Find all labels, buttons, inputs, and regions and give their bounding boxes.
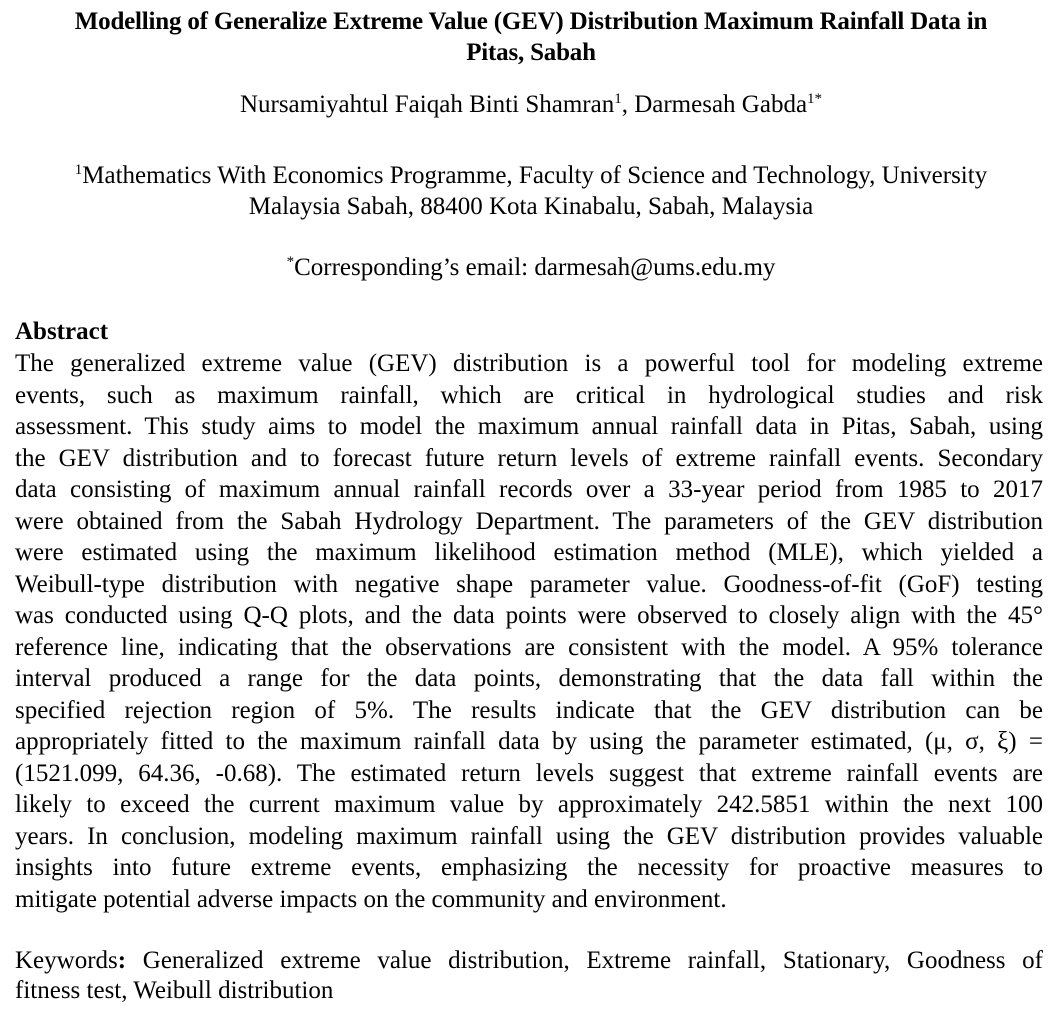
author-name: Nursamiyahtul Faiqah Binti Shamran [239, 91, 615, 118]
abstract-line: likely to exceed the current maximum value by approximately 242.5851 within the next 100 [15, 791, 1043, 818]
title-line: Modelling of Generalize Extreme Value (GEV) Distribution Maximum Rainfall Data in [74, 8, 988, 35]
author-affiliation-marker: 1* [807, 91, 823, 107]
author-list [0, 89, 1062, 120]
abstract-line: reference line, indicating that the observations are consistent with the model. A 95% tolerance [15, 633, 1043, 661]
title-line: Pitas, Sabah [466, 39, 596, 66]
affiliation-line: Malaysia Sabah, 88400 Kota Kinabalu, Sabah, Malaysia [248, 193, 814, 220]
paper-title [10, 6, 1052, 68]
keywords-text: Generalized extreme value distribution, Extreme rainfall, Stationary, Goodness of [126, 947, 1043, 974]
keywords-label: Keywords [15, 947, 118, 974]
keywords-line [15, 946, 1043, 976]
corresponding-email [0, 252, 1062, 283]
affiliation [0, 160, 1062, 222]
abstract-line: mitigate potential adverse impacts on the community and environment. [15, 885, 727, 913]
abstract-line: were estimated using the maximum likelihood estimation method (MLE), which yielded a [15, 539, 1043, 566]
abstract-line: the GEV distribution and to forecast future return levels of extreme rainfall events. Secondary [15, 444, 1043, 472]
keywords-colon: : [117, 947, 127, 974]
abstract-line: insights into future extreme events, emphasizing the necessity for proactive measures to [15, 854, 1043, 881]
affiliation-text: Mathematics With Economics Programme, Faculty of Science and Technology, University [82, 162, 988, 189]
abstract-line: appropriately fitted to the maximum rainfall data by using the parameter estimated, (μ, σ, ξ) = [15, 728, 1043, 755]
abstract-line: events, such as maximum rainfall, which are critical in hydrological studies and risk [15, 381, 1043, 409]
abstract-line: data consisting of maximum annual rainfall records over a 33-year period from 1985 to 2017 [15, 476, 1043, 503]
keywords-line: fitness test, Weibull distribution [15, 977, 334, 1004]
abstract-body [15, 348, 1043, 915]
abstract-line: The generalized extreme value (GEV) distribution is a powerful tool for modeling extreme [15, 350, 1043, 377]
abstract-line: was conducted using Q-Q plots, and the data points were observed to closely align with the 45° [15, 602, 1043, 629]
abstract-line: were obtained from the Sabah Hydrology Department. The parameters of the GEV distribution [15, 507, 1043, 535]
abstract-heading: Abstract [15, 318, 109, 345]
correspondence-text: Corresponding’s email: darmesah@ums.edu.my [294, 254, 776, 281]
correspondence-marker: * [286, 254, 295, 270]
abstract-line: Weibull-type distribution with negative shape parameter value. Goodness-of-fit (GoF) testing [15, 570, 1043, 598]
abstract-line: interval produced a range for the data points, demonstrating that the data fall within the [15, 665, 1043, 692]
author-affiliation-marker: 1 [614, 91, 622, 107]
keywords [15, 946, 1043, 1006]
abstract-line: specified rejection region of 5%. The results indicate that the GEV distribution can be [15, 696, 1043, 724]
affiliation-marker: 1 [74, 162, 83, 178]
author-name: Darmesah Gabda [634, 91, 808, 118]
affiliation-line [0, 160, 1062, 191]
abstract-line: years. In conclusion, modeling maximum rainfall using the GEV distribution provides valuable [15, 822, 1043, 850]
abstract-line: (1521.099, 64.36, -0.68). The estimated return levels suggest that extreme rainfall events are [15, 759, 1043, 787]
abstract-line: assessment. This study aims to model the maximum annual rainfall data in Pitas, Sabah, using [15, 413, 1043, 440]
author-separator: , [621, 91, 635, 118]
